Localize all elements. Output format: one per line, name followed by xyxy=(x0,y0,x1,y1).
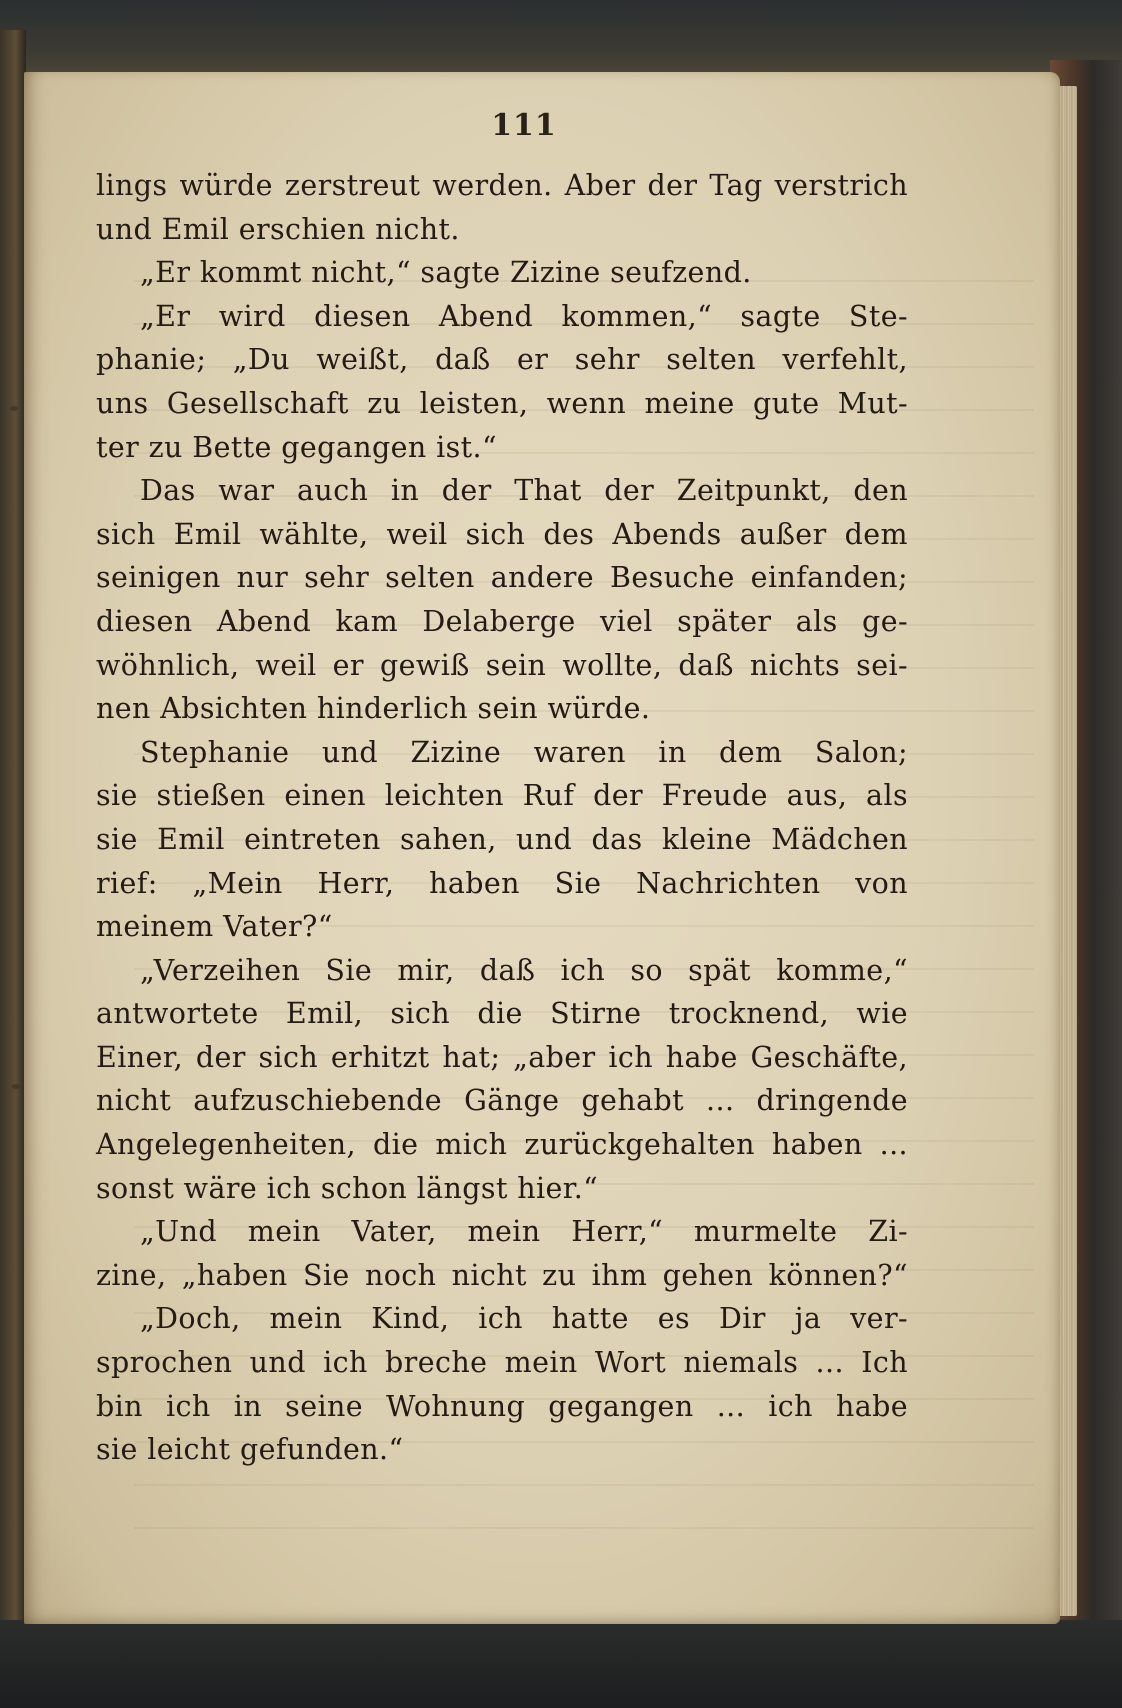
text-line: „Er wird diesen Abend kommen,“ sagte Ste- xyxy=(140,299,908,333)
text-line: sie stießen einen leichten Ruf der Freude aus, als xyxy=(96,779,908,813)
text-line: „Und mein Vater, mein Herr,“ murmelte Zi- xyxy=(140,1215,908,1249)
paper-page xyxy=(24,72,1060,1624)
text-line: rief: „Mein Herr, haben Sie Nachrichten von xyxy=(96,866,908,900)
page-number: 111 xyxy=(491,108,557,143)
text-line: sie leicht gefunden.“ xyxy=(96,1433,404,1467)
text-line: sonst wäre ich schon längst hier.“ xyxy=(96,1171,599,1205)
text-line: Stephanie und Zizine waren in dem Salon; xyxy=(140,735,908,769)
text-line: „Er kommt nicht,“ sagte Zizine seufzend. xyxy=(140,256,752,290)
text-line: sprochen und ich breche mein Wort niemals ... Ich xyxy=(96,1346,908,1380)
margin-speck xyxy=(10,406,18,411)
book-cover-bottom xyxy=(0,1620,1122,1708)
text-line: diesen Abend kam Delaberge viel später als ge- xyxy=(96,604,908,638)
text-line: sie Emil eintreten sahen, und das kleine Mädchen xyxy=(96,822,908,856)
text-line: meinem Vater?“ xyxy=(96,910,333,944)
text-line: ter zu Bette gegangen ist.“ xyxy=(96,430,497,464)
text-line: phanie; „Du weißt, daß er sehr selten verfehlt, xyxy=(96,343,908,377)
text-line: antwortete Emil, sich die Stirne trocknend, wie xyxy=(96,997,908,1031)
text-line: nicht aufzuschiebende Gänge gehabt ... dringende xyxy=(96,1084,908,1118)
text-line: uns Gesellschaft zu leisten, wenn meine gute Mut- xyxy=(96,386,908,420)
text-line: bin ich in seine Wohnung gegangen ... ich habe xyxy=(96,1389,908,1423)
margin-speck xyxy=(12,1084,20,1089)
text-line: Einer, der sich erhitzt hat; „aber ich habe Geschäfte, xyxy=(96,1040,908,1074)
text-line: lings würde zerstreut werden. Aber der Tag verstrich xyxy=(96,169,908,202)
text-line: zine, „haben Sie noch nicht zu ihm gehen können?“ xyxy=(96,1258,908,1292)
text-line: wöhnlich, weil er gewiß sein wollte, daß nichts sei- xyxy=(96,648,908,682)
text-line: Angelegenheiten, die mich zurückgehalten haben ... xyxy=(96,1128,908,1162)
text-line: und Emil erschien nicht. xyxy=(96,212,460,246)
body-text xyxy=(96,164,908,1472)
text-line: Das war auch in der That der Zeitpunkt, den xyxy=(140,474,908,508)
text-line: „Doch, mein Kind, ich hatte es Dir ja ver- xyxy=(140,1302,908,1336)
book-spine-left xyxy=(0,30,26,1650)
book-cover-top xyxy=(0,0,1122,72)
text-line: seinigen nur sehr selten andere Besuche einfanden; xyxy=(96,561,908,595)
text-line: „Verzeihen Sie mir, daß ich so spät komme,“ xyxy=(140,953,908,987)
text-line: nen Absichten hinderlich sein würde. xyxy=(96,692,651,726)
text-line: sich Emil wählte, weil sich des Abends außer dem xyxy=(96,517,908,551)
